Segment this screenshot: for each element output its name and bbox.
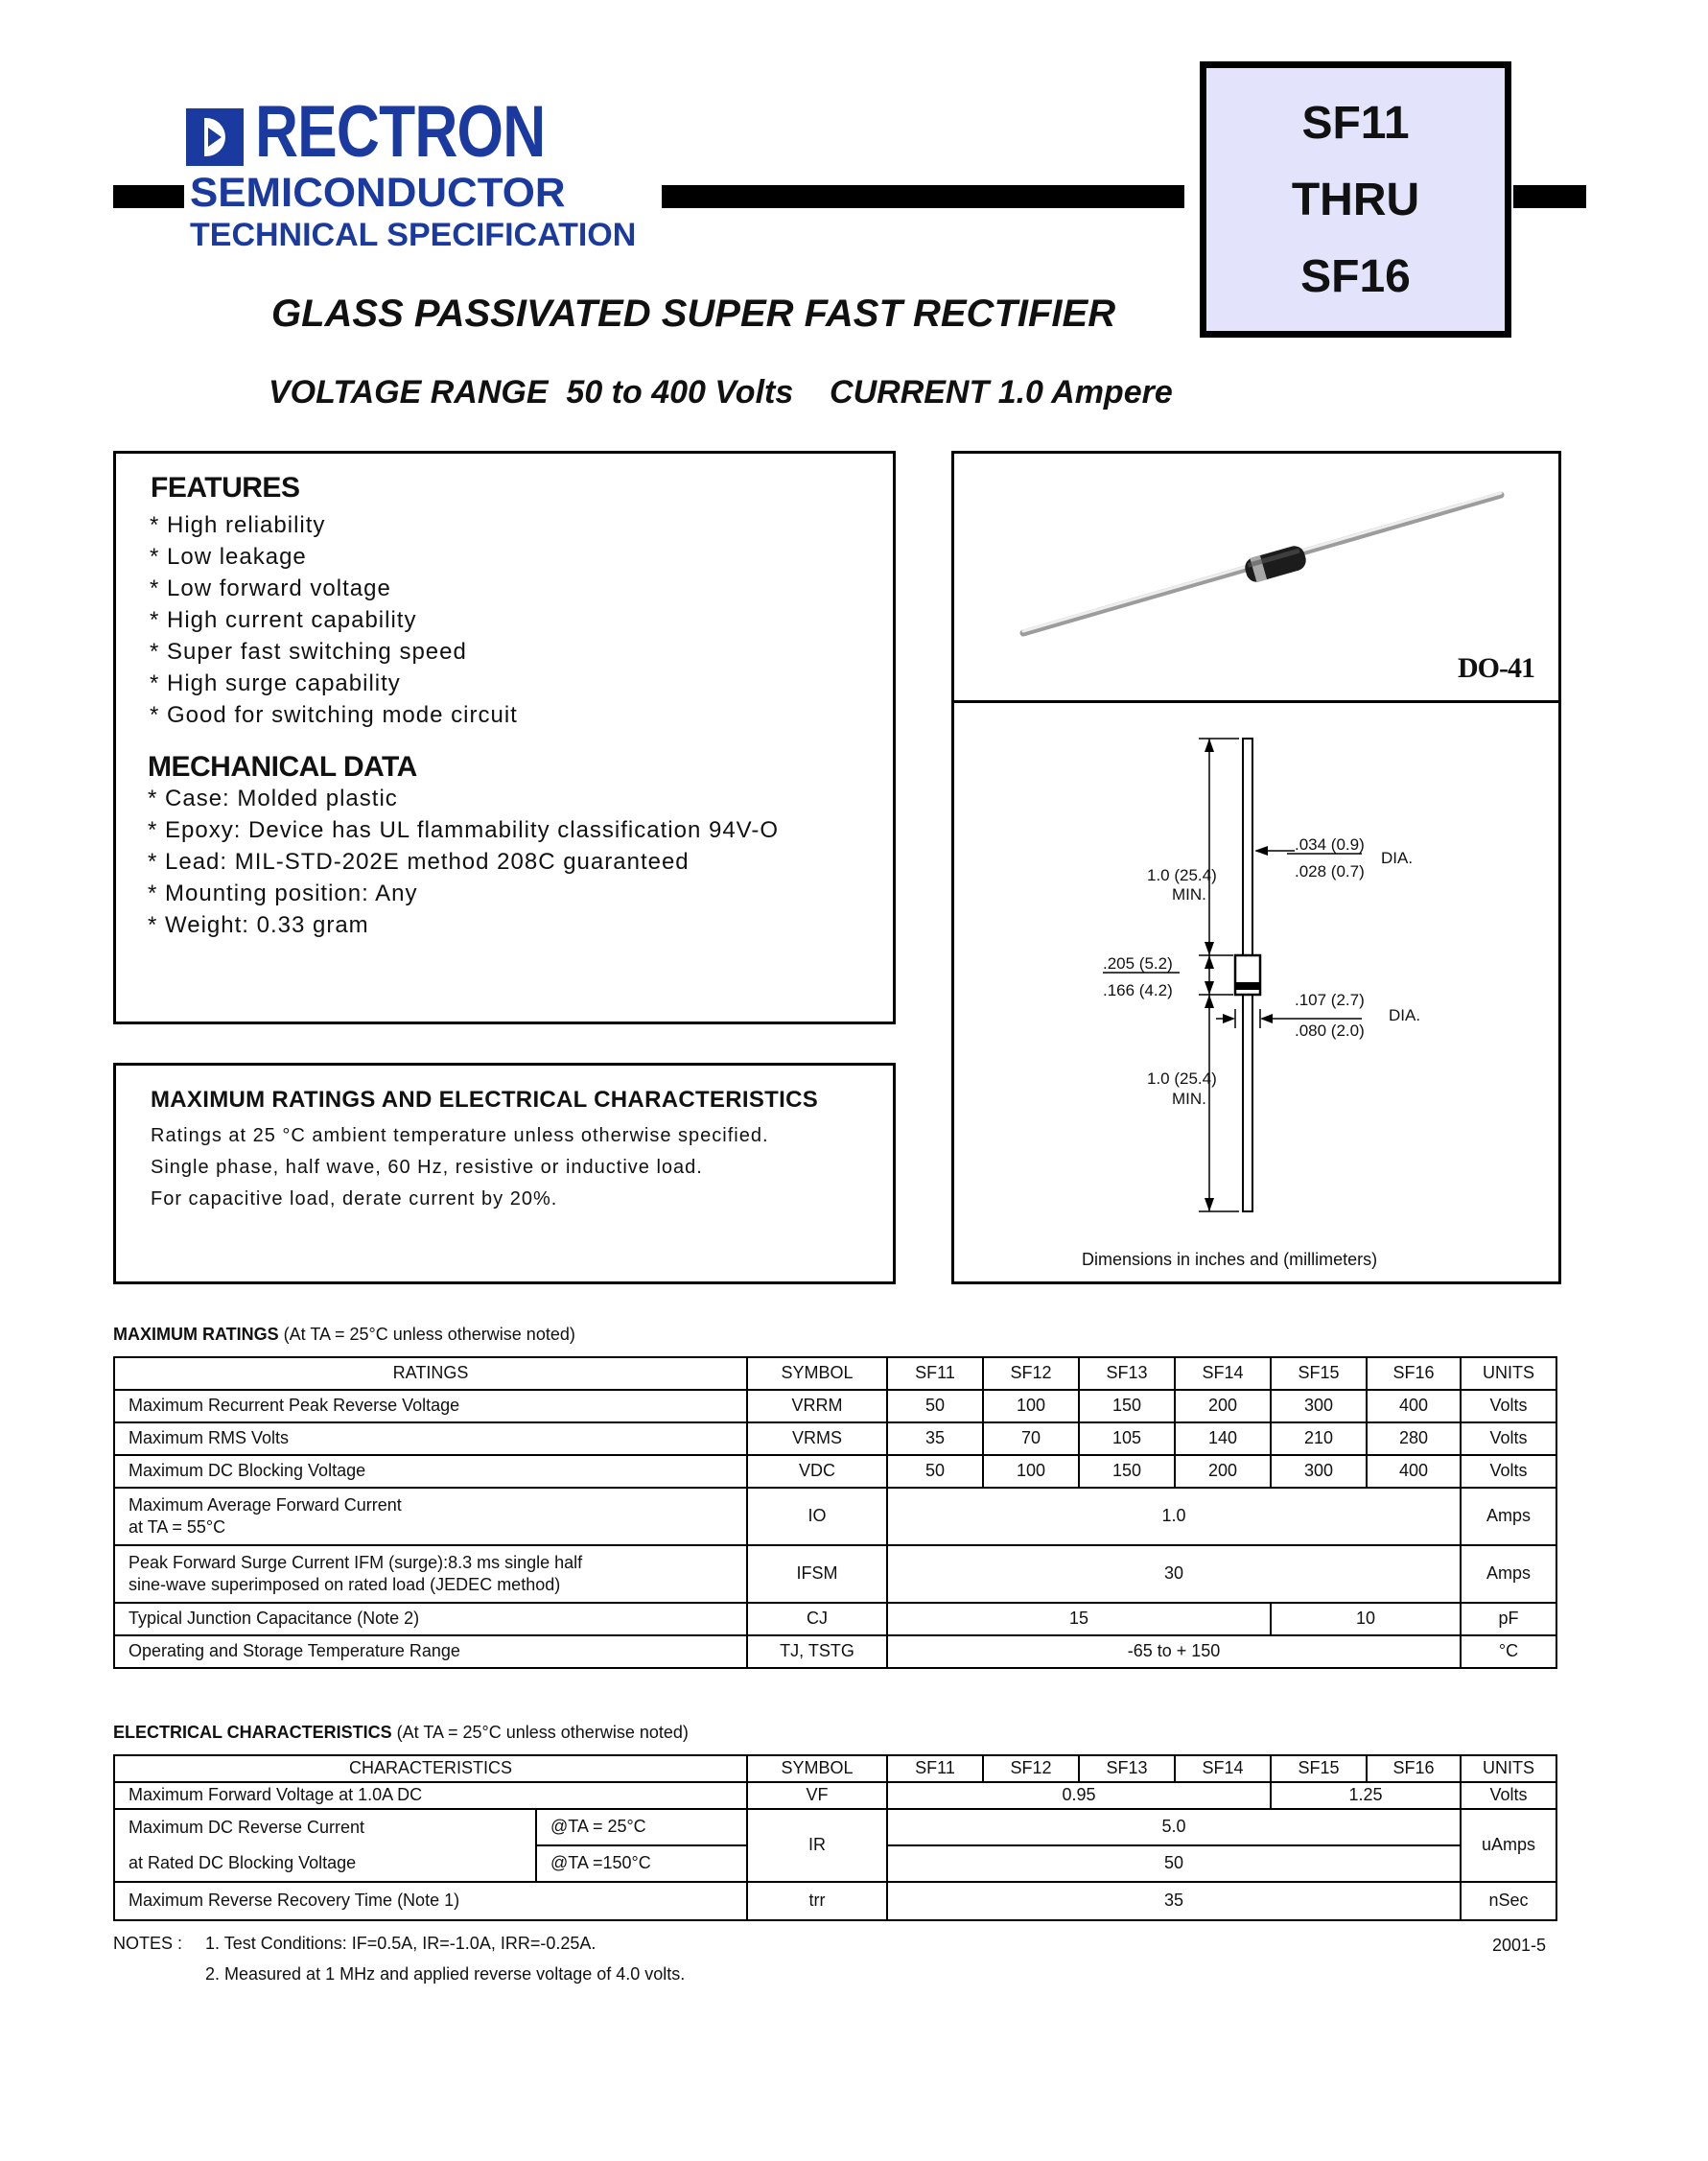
- elec-chars-table: [113, 1754, 1557, 1921]
- feature-item: * High surge capability: [150, 670, 401, 696]
- header-sf16: SF16: [1367, 1357, 1461, 1390]
- table-row: [114, 1545, 1556, 1603]
- header-sf12: SF12: [983, 1755, 1079, 1782]
- row-label: Maximum Reverse Recovery Time (Note 1): [114, 1882, 747, 1920]
- feature-item: * High current capability: [150, 607, 417, 633]
- row-unit: Volts: [1461, 1390, 1556, 1422]
- mechanical-item: * Epoxy: Device has UL flammability classification 94V-O: [148, 817, 780, 843]
- header-rule-middle: [662, 185, 1184, 208]
- row-label: Typical Junction Capacitance (Note 2): [114, 1603, 747, 1635]
- dimensions-caption: Dimensions in inches and (millimeters): [1082, 1250, 1378, 1269]
- row-value: 150: [1079, 1455, 1175, 1488]
- package-name: DO-41: [1458, 652, 1534, 684]
- elec-chars-caption: ELECTRICAL CHARACTERISTICS (At TA = 25°C unless otherwise noted): [113, 1723, 689, 1742]
- features-heading: FEATURES: [151, 472, 300, 504]
- row-label: Operating and Storage Temperature Range: [114, 1635, 747, 1668]
- table-row: [114, 1390, 1556, 1422]
- header-sf15: SF15: [1271, 1755, 1367, 1782]
- table-row: [114, 1635, 1556, 1668]
- table-row: [114, 1882, 1556, 1920]
- row-symbol: IR: [747, 1809, 887, 1882]
- header-sf16: SF16: [1367, 1755, 1461, 1782]
- row-value: 10: [1271, 1603, 1461, 1635]
- dim-lead-length-top-min: MIN.: [1172, 885, 1206, 904]
- brand-technical-spec: TECHNICAL SPECIFICATION: [190, 217, 637, 253]
- brand-semiconductor: SEMICONDUCTOR: [190, 170, 566, 216]
- dim-body-dia-b: .080 (2.0): [1295, 1022, 1365, 1040]
- page-title: GLASS PASSIVATED SUPER FAST RECTIFIER: [271, 293, 1116, 335]
- row-label: Maximum DC Reverse Current: [114, 1809, 536, 1845]
- header-sf12: SF12: [983, 1357, 1079, 1390]
- header-sf14: SF14: [1175, 1755, 1271, 1782]
- max-ratings-table: [113, 1356, 1557, 1669]
- header-sf13: SF13: [1079, 1755, 1175, 1782]
- row-condition: @TA = 25°C: [536, 1809, 747, 1845]
- header-characteristics: CHARACTERISTICS: [114, 1755, 747, 1782]
- row-symbol: trr: [747, 1882, 887, 1920]
- ratings-note-line: Ratings at 25 °C ambient temperature unless otherwise specified.: [151, 1125, 769, 1146]
- dim-lead-dia-b: .028 (0.7): [1295, 862, 1365, 881]
- note-1: 1. Test Conditions: IF=0.5A, IR=-1.0A, IRR=-0.25A.: [205, 1934, 597, 1953]
- header-rule-left: [113, 185, 184, 208]
- row-value: 0.95: [887, 1782, 1271, 1809]
- feature-item: * Super fast switching speed: [150, 639, 467, 665]
- revision-date: 2001-5: [1492, 1936, 1547, 1955]
- header-sf11: SF11: [887, 1755, 983, 1782]
- row-symbol: VF: [747, 1782, 887, 1809]
- row-value: 5.0: [887, 1809, 1461, 1845]
- row-value: 1.0: [887, 1488, 1461, 1545]
- row-unit: Volts: [1461, 1782, 1556, 1809]
- ratings-note-line: For capacitive load, derate current by 20%.: [151, 1188, 558, 1210]
- row-unit: Volts: [1461, 1455, 1556, 1488]
- row-value: 400: [1367, 1455, 1461, 1488]
- header-symbol: SYMBOL: [747, 1357, 887, 1390]
- dim-lead-dia-label: DIA.: [1381, 849, 1414, 867]
- header-sf13: SF13: [1079, 1357, 1175, 1390]
- feature-item: * Good for switching mode circuit: [150, 702, 518, 728]
- row-label: Maximum RMS Volts: [114, 1422, 747, 1455]
- header-units: UNITS: [1461, 1357, 1556, 1390]
- row-unit: Amps: [1461, 1488, 1556, 1545]
- notes-prefix: NOTES :: [113, 1934, 183, 1953]
- row-label: Peak Forward Surge Current IFM (surge):8.3 ms single half sine-wave superimposed on rated load (JEDEC method): [114, 1545, 747, 1603]
- feature-item: * Low leakage: [150, 544, 307, 570]
- header-ratings: RATINGS: [114, 1357, 747, 1390]
- row-symbol: VDC: [747, 1455, 887, 1488]
- dimension-drawing: [951, 700, 1561, 1279]
- ratings-note-line: Single phase, half wave, 60 Hz, resistive or inductive load.: [151, 1157, 703, 1178]
- row-label: Maximum DC Blocking Voltage: [114, 1455, 747, 1488]
- table-row: [114, 1782, 1556, 1809]
- row-value: 210: [1271, 1422, 1367, 1455]
- rectron-logo-icon: [186, 108, 244, 166]
- mechanical-heading: MECHANICAL DATA: [148, 751, 417, 783]
- row-value: 300: [1271, 1390, 1367, 1422]
- row-unit: pF: [1461, 1603, 1556, 1635]
- row-symbol: IO: [747, 1488, 887, 1545]
- feature-item: * Low forward voltage: [150, 575, 391, 601]
- row-value: 280: [1367, 1422, 1461, 1455]
- row-unit: °C: [1461, 1635, 1556, 1668]
- header-sf15: SF15: [1271, 1357, 1367, 1390]
- table-header-row: [114, 1357, 1556, 1390]
- table-row: [114, 1603, 1556, 1635]
- part-line-2: THRU: [1291, 175, 1420, 225]
- row-value: 140: [1175, 1422, 1271, 1455]
- row-value: 400: [1367, 1390, 1461, 1422]
- row-value: 200: [1175, 1455, 1271, 1488]
- row-unit: Volts: [1461, 1422, 1556, 1455]
- note-2: 2. Measured at 1 MHz and applied reverse voltage of 4.0 volts.: [205, 1964, 686, 1984]
- row-value: 15: [887, 1603, 1271, 1635]
- diode-photo-icon: [1012, 480, 1510, 652]
- dim-lead-length-top: 1.0 (25.4): [1147, 866, 1217, 884]
- row-symbol: TJ, TSTG: [747, 1635, 887, 1668]
- row-condition: @TA =150°C: [536, 1845, 747, 1882]
- row-value: 50: [887, 1845, 1461, 1882]
- header-sf11: SF11: [887, 1357, 983, 1390]
- header-units: UNITS: [1461, 1755, 1556, 1782]
- mechanical-item: * Case: Molded plastic: [148, 786, 398, 811]
- row-value: 100: [983, 1455, 1079, 1488]
- header-symbol: SYMBOL: [747, 1755, 887, 1782]
- row-value: 200: [1175, 1390, 1271, 1422]
- row-value: 100: [983, 1390, 1079, 1422]
- header-sf14: SF14: [1175, 1357, 1271, 1390]
- dim-body-dia-a: .107 (2.7): [1295, 991, 1365, 1009]
- row-symbol: VRRM: [747, 1390, 887, 1422]
- row-value: 150: [1079, 1390, 1175, 1422]
- feature-item: * High reliability: [150, 512, 326, 538]
- row-symbol: IFSM: [747, 1545, 887, 1603]
- dim-body-length-b: .166 (4.2): [1103, 981, 1173, 999]
- row-label: Maximum Forward Voltage at 1.0A DC: [114, 1782, 747, 1809]
- dim-lead-length-bottom: 1.0 (25.4): [1147, 1069, 1217, 1088]
- table-row: [114, 1809, 1556, 1845]
- page-subtitle: VOLTAGE RANGE 50 to 400 Volts CURRENT 1.0 Ampere: [269, 374, 1173, 411]
- mechanical-item: * Mounting position: Any: [148, 881, 418, 906]
- row-value: 30: [887, 1545, 1461, 1603]
- row-unit: nSec: [1461, 1882, 1556, 1920]
- row-label: Maximum Recurrent Peak Reverse Voltage: [114, 1390, 747, 1422]
- row-value: 300: [1271, 1455, 1367, 1488]
- row-label: Maximum Average Forward Current at TA = 55°C: [114, 1488, 747, 1545]
- row-value: 35: [887, 1422, 983, 1455]
- row-value: 105: [1079, 1422, 1175, 1455]
- row-value: 50: [887, 1455, 983, 1488]
- part-line-1: SF11: [1301, 98, 1410, 149]
- row-value: -65 to + 150: [887, 1635, 1461, 1668]
- max-ratings-caption: MAXIMUM RATINGS (At TA = 25°C unless otherwise noted): [113, 1325, 575, 1344]
- header-rule-right: [1513, 185, 1586, 208]
- table-row: [114, 1422, 1556, 1455]
- row-value: 1.25: [1271, 1782, 1461, 1809]
- part-line-3: SF16: [1300, 251, 1411, 302]
- part-number-box: [1200, 61, 1511, 338]
- row-symbol: CJ: [747, 1603, 887, 1635]
- dim-lead-dia-a: .034 (0.9): [1295, 835, 1365, 854]
- row-value: 50: [887, 1390, 983, 1422]
- ratings-note-heading: MAXIMUM RATINGS AND ELECTRICAL CHARACTERISTICS: [151, 1087, 819, 1113]
- row-symbol: VRMS: [747, 1422, 887, 1455]
- dim-body-dia-label: DIA.: [1389, 1006, 1421, 1024]
- mechanical-item: * Weight: 0.33 gram: [148, 912, 369, 938]
- table-row: [114, 1455, 1556, 1488]
- dim-lead-length-bottom-min: MIN.: [1172, 1090, 1206, 1108]
- table-header-row: [114, 1755, 1556, 1782]
- row-label: at Rated DC Blocking Voltage: [114, 1845, 536, 1882]
- mechanical-item: * Lead: MIL-STD-202E method 208C guaranteed: [148, 849, 690, 875]
- dim-body-length-a: .205 (5.2): [1103, 954, 1173, 973]
- row-unit: uAmps: [1461, 1809, 1556, 1882]
- table-row: [114, 1488, 1556, 1545]
- row-value: 70: [983, 1422, 1079, 1455]
- brand-name: RECTRON: [255, 91, 546, 173]
- row-value: 35: [887, 1882, 1461, 1920]
- row-unit: Amps: [1461, 1545, 1556, 1603]
